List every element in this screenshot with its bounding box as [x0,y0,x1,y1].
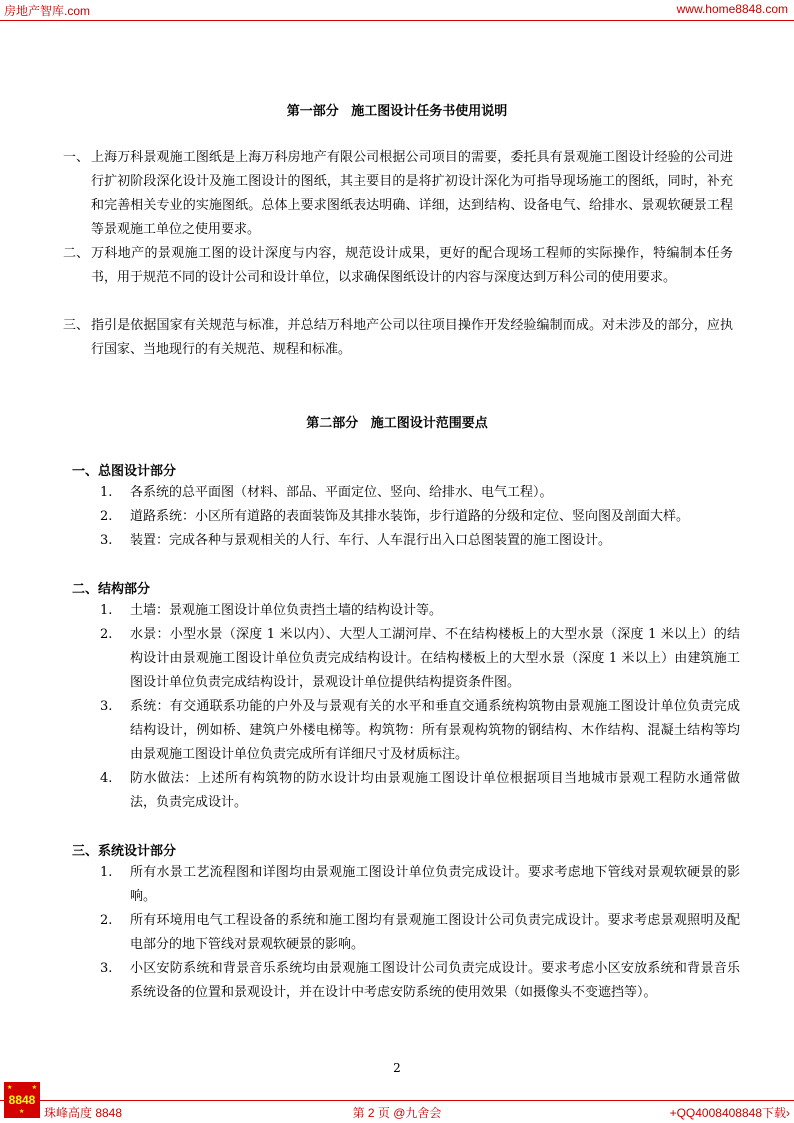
item-number: 4. [100,771,113,786]
paragraph-number: 一、 [63,150,90,165]
item-number: 3. [100,699,113,714]
list-item [100,599,740,623]
section-heading-general-plan: 一、总图设计部分 [72,464,177,479]
item-text: 装置：完成各种与景观相关的人行、车行、人车混行出入口总图装置的施工图设计。 [130,533,612,548]
part1-title-number: 第一部分 [286,104,339,119]
header-site-url[interactable]: www.home8848.com [676,2,788,16]
paragraph-text: 万科地产的景观施工图的设计深度与内容，规范设计成果，更好的配合现场工程师的实际操作，特编制本任务书，用于规范不同的设计公司和设计单位，以求确保图纸设计的内容与深度达到万科公司的使用要求。 [91,246,733,285]
paragraph-number: 二、 [63,246,90,261]
item-number: 3. [100,961,113,976]
list-item [100,481,740,505]
item-number: 1. [100,603,113,618]
item-text: 系统：有交通联系功能的户外及与景观有关的水平和垂直交通系统构筑物由景观施工图设计单位负责完成结构设计，例如桥、建筑户外楼电梯等。构筑物：所有景观构筑物的钢结构、木作结构、混凝土结构等均由景观施工图设计单位负责完成所有详细尺寸及材质标注。 [130,699,740,762]
list-item [100,957,740,1005]
star-icon: ★ [31,1085,37,1091]
item-text: 所有环境用电气工程设备的系统和施工图均有景观施工图设计公司负责完成设计。要求考虑景观照明及配电部分的地下管线对景观软硬景的影响。 [130,913,740,952]
paragraph-number: 三、 [63,318,90,333]
list-item [100,909,740,957]
list-item [100,529,740,553]
item-number: 2. [100,913,113,928]
footer-download-link[interactable]: +QQ4008408848下载› [669,1106,790,1120]
footer-page-label: 第 2 页 @九舍会 [352,1106,442,1120]
item-text: 水景：小型水景（深度 1 米以内）、大型人工湖河岸、不在结构楼板上的大型水景（深度 1 米以上）的结构设计由景观施工图设计单位负责完成结构设计。在结构楼板上的大型水景（深度 1 米以上）由建筑施工图设计单位负责完成结构设计，景观设计单位提供结构提资条件图。 [130,627,740,690]
header-site-name[interactable]: 房地产智库.com [4,4,91,18]
item-number: 2. [100,509,113,524]
paragraph-text: 指引是依据国家有关规范与标准，并总结万科地产公司以往项目操作开发经验编制而成。对未涉及的部分，应执行国家、当地现行的有关规范、规程和标准。 [91,318,733,357]
part2-title [0,412,794,431]
page-number: 2 [393,1061,401,1075]
list-item [100,767,740,815]
part1-title [0,100,794,119]
item-number: 1. [100,485,113,500]
item-text: 各系统的总平面图（材料、部品、平面定位、竖向、给排水、电气工程）。 [130,485,553,500]
part1-paragraph-1 [63,146,733,242]
footer-left-link[interactable]: 珠峰高度 8848 [44,1106,123,1120]
section-heading-systems: 三、系统设计部分 [72,844,177,859]
list-item [100,695,740,767]
list-item [100,623,740,695]
part1-paragraph-3 [63,314,733,362]
footer-divider [0,1100,794,1101]
item-text: 所有水景工艺流程图和详图均由景观施工图设计单位负责完成设计。要求考虑地下管线对景观软硬景的影响。 [130,865,740,904]
item-number: 2. [100,627,113,642]
item-text: 小区安防系统和背景音乐系统均由景观施工图设计公司负责完成设计。要求考虑小区安放系统和背景音乐系统设备的位置和景观设计，并在设计中考虑安防系统的使用效果（如摄像头不变遮挡等）。 [130,961,740,1000]
item-text: 防水做法：上述所有构筑物的防水设计均由景观施工图设计单位根据项目当地城市景观工程防水通常做法，负责完成设计。 [130,771,740,810]
star-icon: ★ [7,1085,13,1091]
list-item [100,505,740,529]
list-item [100,861,740,909]
item-text: 道路系统：小区所有道路的表面装饰及其排水装饰，步行道路的分级和定位、竖向图及剖面大样。 [130,509,690,524]
part2-title-number: 第二部分 [306,416,359,431]
part1-title-text: 施工图设计任务书使用说明 [351,104,508,119]
part1-paragraph-2 [63,242,733,290]
header-divider [0,20,794,21]
paragraph-text: 上海万科景观施工图纸是上海万科房地产有限公司根据公司项目的需要，委托具有景观施工图设计经验的公司进行扩初阶段深化设计及施工图设计的图纸，其主要目的是将扩初设计深化为可指导现场施工的图纸，同时，补充和完善相关专业的实施图纸。总体上要求图纸表达明确、详细，达到结构、设备电气、给排水、景观软硬景工程等景观施工单位之使用要求。 [91,150,733,237]
star-icon: ★ [19,1109,25,1115]
item-number: 1. [100,865,113,880]
item-number: 3. [100,533,113,548]
logo-text: 8848 [8,1093,36,1107]
section-heading-structure: 二、结构部分 [72,582,151,597]
item-text: 土墙：景观施工图设计单位负责挡土墙的结构设计等。 [130,603,443,618]
part2-title-text: 施工图设计范围要点 [370,416,488,431]
